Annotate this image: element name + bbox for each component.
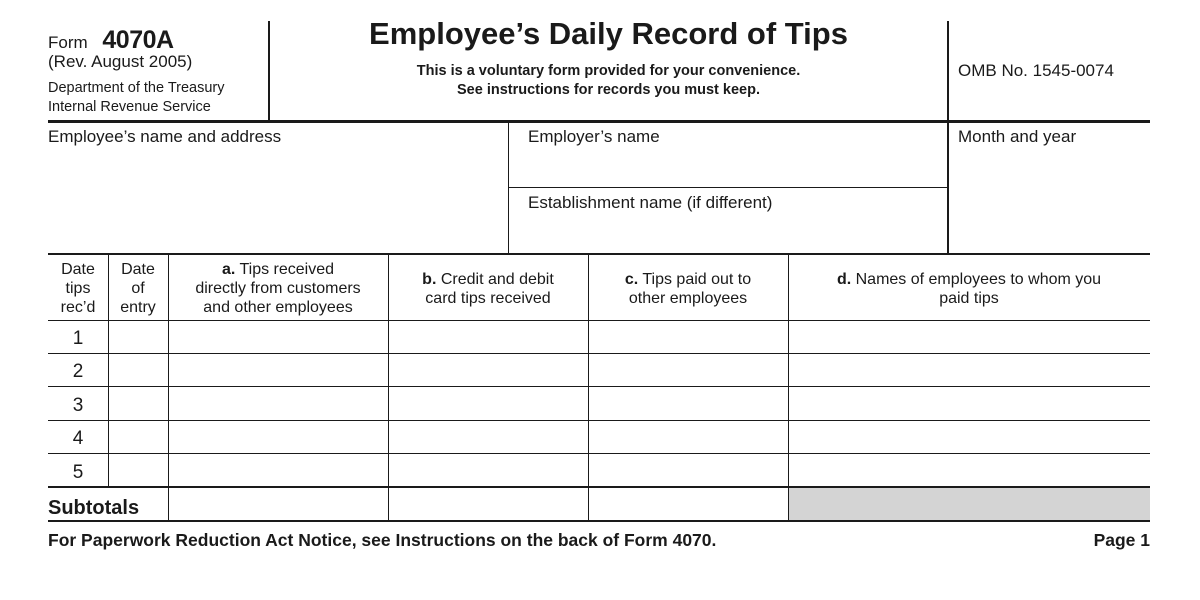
employer-name-label: Employer’s name: [528, 127, 660, 146]
info-bottom-rule: [48, 253, 1150, 255]
info-divider-right: [947, 122, 949, 254]
col-header-date-tips: Date tips rec’d: [60, 261, 96, 316]
table-header-rule: [48, 320, 1150, 321]
col-header-d: d. Names of employees to whom you paid tips: [836, 271, 1102, 307]
header-divider-right: [947, 21, 949, 121]
employer-name-field[interactable]: [510, 150, 946, 186]
row-rule-3: [48, 420, 1150, 421]
row-number-3: 3: [72, 395, 84, 416]
col-header-date-entry: Date of entry: [120, 261, 156, 316]
department: Department of the Treasury: [48, 80, 225, 96]
form-label: [48, 26, 174, 55]
subtotals-label: Subtotals: [48, 497, 140, 519]
establishment-name-label: Establishment name (if different): [528, 193, 773, 212]
month-year-label: Month and year: [958, 127, 1077, 146]
col-header-a: a. Tips received directly from customers and other employees: [195, 261, 361, 316]
subtotal-shaded-cell: [789, 488, 1150, 520]
info-divider-left: [508, 122, 509, 254]
agency: Internal Revenue Service: [48, 99, 211, 115]
row-rule-2: [48, 386, 1150, 387]
subtitle-line-1: This is a voluntary form provided for your convenience.: [416, 63, 801, 79]
form-number: 4070A: [102, 26, 174, 54]
row-number-1: 1: [72, 328, 84, 349]
page-title: Employee’s Daily Record of Tips: [369, 16, 848, 51]
row-rule-1: [48, 353, 1150, 354]
employee-name-field[interactable]: [48, 150, 506, 250]
form-word: Form: [48, 33, 88, 52]
page-number: Page 1: [1093, 530, 1150, 550]
col-divider-1: [108, 255, 109, 488]
col-divider-2: [168, 255, 169, 521]
row-number-4: 4: [72, 428, 84, 449]
paperwork-notice: For Paperwork Reduction Act Notice, see Instructions on the back of Form 4070.: [48, 530, 717, 550]
omb-number: OMB No. 1545-0074: [958, 61, 1114, 80]
col-divider-5: [788, 255, 789, 521]
table-bottom-rule: [48, 520, 1150, 522]
subtitle-line-2: See instructions for records you must keep.: [457, 82, 760, 98]
employer-divider: [508, 187, 948, 188]
row-number-2: 2: [72, 361, 84, 382]
col-header-b: b. Credit and debit card tips received: [422, 271, 554, 307]
revision-date: (Rev. August 2005): [48, 52, 193, 71]
row-number-5: 5: [72, 462, 84, 483]
establishment-name-field[interactable]: [510, 216, 946, 252]
col-header-c: c. Tips paid out to other employees: [624, 271, 752, 307]
col-divider-4: [588, 255, 589, 521]
header-bottom-rule: [48, 120, 1150, 123]
col-divider-3: [388, 255, 389, 521]
row-rule-4: [48, 453, 1150, 454]
employee-name-label: Employee’s name and address: [48, 127, 282, 146]
month-year-field[interactable]: [950, 150, 1148, 250]
